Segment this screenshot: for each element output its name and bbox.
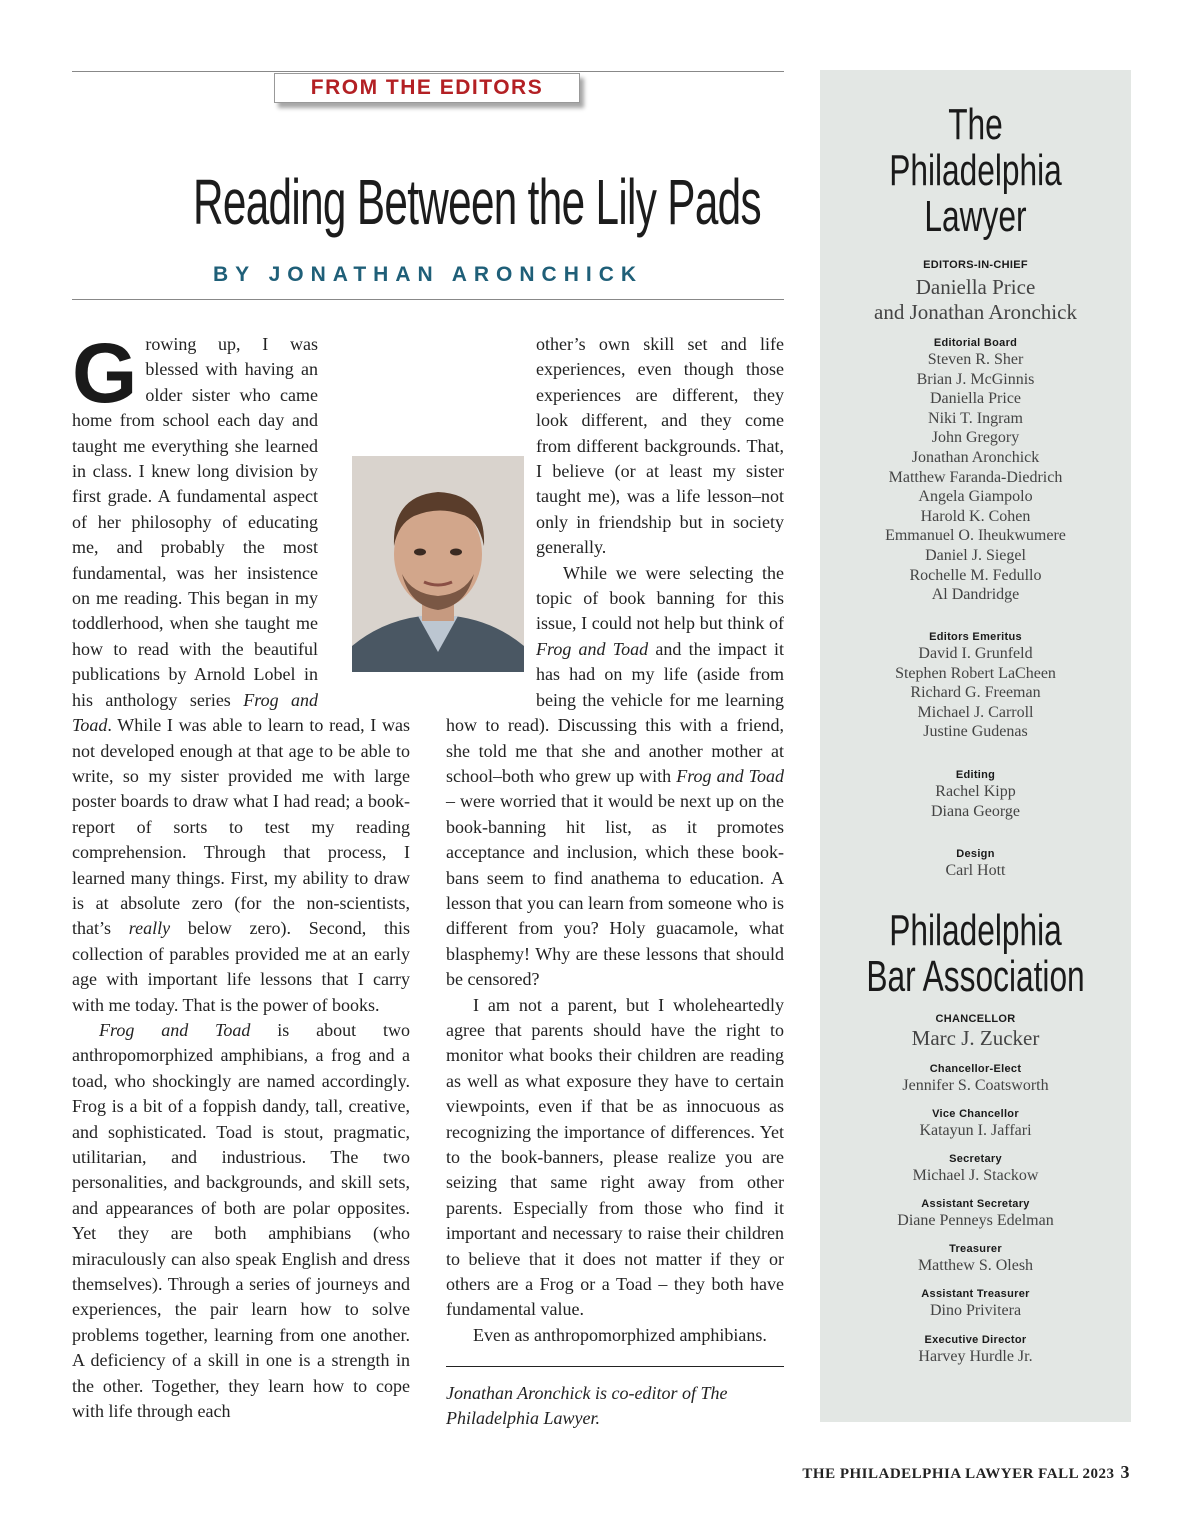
officers-list (820, 1062, 1131, 1378)
paragraph-text: below zero). Second, this collection of parables provided me at an early age with important life lessons that I carry with me today. That is the power of books. (72, 918, 411, 1015)
paragraph-text: and the impact it has had on my life (aside from being the vehicle for me learning how to read). Discussing this with a friend, she told me that she and another mother at school–both who grew up with (446, 638, 784, 786)
paragraph-text: – were worried that it would be next up on the book-banning hit list, as it promotes acceptance and inclusion, which these book-bans seem to find anathema to education. A lesson that you can learn from someone who is different from you? Holy guacamole, what blasphemy! Why are these lessons that should be censored? (446, 791, 784, 990)
publication-masthead: The Philadelphia Lawyer (889, 100, 1062, 241)
officer-entry: Secretary Michael J. Stackow (912, 1153, 1039, 1184)
book-title: Frog and Toad (536, 638, 649, 659)
top-rule (72, 71, 784, 72)
paragraph-text: . While I was able to learn to read, I was not developed enough at that age to be able to write, so my sister provided me with large poster boards to draw what I had read; a book-report of sorts to test my reading comprehension. Through that process, I learned many things. First, my ability to draw is at absolute zero (for the non-scientists, that’s (72, 715, 410, 939)
footer-publication: THE PHILADELPHIA LAWYER FALL 2023 (802, 1466, 1115, 1482)
design-staff: Design Carl Hott (945, 848, 1006, 879)
author-bio: Jonathan Aronchick is co-editor of The Philadelphia Lawyer. (446, 1383, 728, 1429)
headline: Reading Between the Lily Pads (193, 166, 761, 238)
officer-entry: Executive Director Harvey Hurdle Jr. (918, 1334, 1033, 1365)
section-label: FROM THE EDITORS (310, 76, 544, 99)
officer-entry: Vice Chancellor Katayun I. Jaffari (919, 1108, 1032, 1139)
book-title: Frog and Toad (676, 765, 784, 786)
byline: BY JONATHAN ARONCHICK (212, 263, 644, 286)
page-footer (802, 1462, 1130, 1483)
page-number: 3 (1120, 1462, 1130, 1482)
officer-entry: Treasurer Matthew S. Olesh (917, 1243, 1034, 1274)
bar-association-masthead: Philadelphia Bar Association (866, 906, 1085, 1001)
drop-cap: G (72, 326, 138, 420)
editors-in-chief: EDITORS-IN-CHIEF Daniella Price and Jonathan Aronchick (874, 259, 1077, 324)
byline-rule (72, 299, 784, 300)
section-badge (274, 73, 580, 103)
paragraph-text: While we were selecting the topic of book banning for this issue, I could not help but think of (536, 562, 784, 634)
bio-rule (446, 1366, 784, 1367)
chancellor: CHANCELLOR Marc J. Zucker (911, 1013, 1040, 1050)
paragraph-text: I am not a parent, but I wholeheartedly agree that parents should have the right to monitor what books their children are reading as well as what exposure they have to certain viewpoints, even if that be as innocuous as recognizing the importance of differences. Yet to the book-banners, please realize you are seizing that same right away from other parents. Especially from those who find it important and necessary to raise their children to believe that it does not matter if they or others are a Frog or a Toad – they both have fundamental value. (446, 994, 784, 1320)
book-title: Frog and Toad (72, 689, 318, 736)
paragraph-text: other’s own skill set and life experiences, even though those experiences are different, they look different, and they come from different backgrounds. That, I believe (or at least my sister taught me), was a life lesson–not only in friendship but in society generally. (536, 334, 784, 558)
paragraph-text: Even as anthropomorphized amphibians. (473, 1324, 767, 1345)
emphasis: really (128, 918, 171, 939)
editors-emeritus: Editors Emeritus David I. Grunfeld Stephen Robert LaCheen Richard G. Freeman Michael J. Carroll Justine Gudenas (895, 631, 1056, 741)
editorial-board: Editorial Board Steven R. Sher Brian J. McGinnis Daniella Price Niki T. Ingram John Gregory Jonathan Aronchick Matthew Faranda-Diedrich Angela Giampolo Harold K. Cohen Emmanuel O. Iheukwumere Daniel J. Siegel Rochelle M. Fedullo Al Dandridge (885, 337, 1066, 604)
officer-entry: Assistant Secretary Diane Penneys Edelman (897, 1198, 1054, 1229)
officer-entry: Chancellor-Elect Jennifer S. Coatsworth (902, 1063, 1049, 1094)
officer-entry: Assistant Treasurer Dino Privitera (921, 1288, 1030, 1319)
editing-staff: Editing Rachel Kipp Diana George (931, 769, 1020, 820)
paragraph-text: is about two anthropomorphized amphibians, a frog and a toad, who shockingly are named accordingly. Frog is a bit of a foppish dandy, tall, creative, and sophisticated. Toad is stout, pragmatic, utilitarian, and industrious. The two personalities, and backgrounds, and skill sets, and appearances of both are polar opposites. Yet they are both amphibians (who miraculously can also speak English and dress themselves). Through a series of journeys and experiences, the pair learn how to solve problems together, learning from one another. A deficiency of a skill in one is a strength in the other. Together, they learn how to cope with life through each (72, 1019, 410, 1422)
author-portrait (352, 456, 524, 672)
book-title: Frog and Toad (99, 1019, 251, 1040)
masthead-sidebar (820, 70, 1131, 1422)
paragraph-text: rowing up, I was blessed with having an older sister who came home from school each day and taught me everything she learned in class. I knew long division by first grade. A fundamental aspect of her philosophy of educating me, and probably the most fundamental, was her insistence on me reading. This began in my toddlerhood, when she taught me how to read with the beautiful publications by Arnold Lobel in his anthology series (72, 334, 318, 710)
